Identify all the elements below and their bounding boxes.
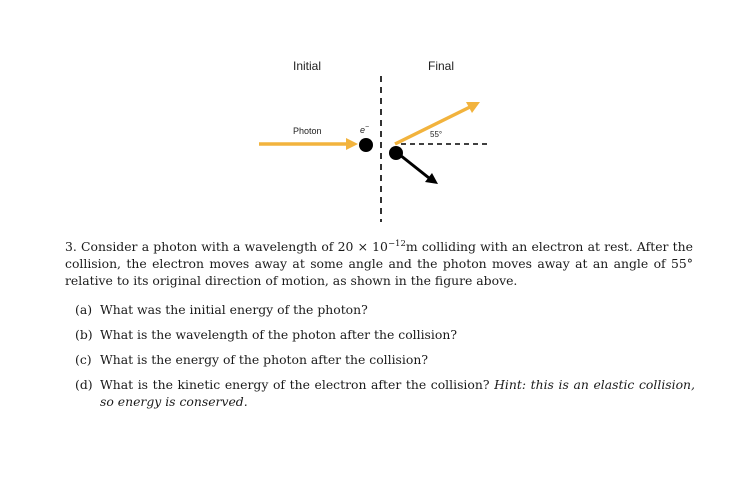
- electron-label: [360, 124, 369, 135]
- part-label: (b): [75, 327, 93, 342]
- hint-text: Hint: this is an elastic collision, so energy is conserved.: [100, 377, 695, 409]
- collision-figure: [0, 0, 732, 240]
- photon-label: Photon: [293, 126, 322, 136]
- initial-label: Initial: [293, 59, 322, 73]
- angle-label: 55°: [430, 130, 443, 139]
- part-text-with-hint: [100, 376, 695, 410]
- electron-initial: [359, 138, 373, 152]
- electron-final: [389, 146, 403, 160]
- electron-charge: −: [365, 124, 370, 131]
- part-label: (a): [75, 302, 93, 317]
- part-text: What is the energy of the photon after the collision?: [100, 352, 428, 367]
- part-label: (d): [75, 377, 93, 392]
- problem-exponent: −12: [387, 238, 406, 249]
- collision-diagram: [0, 0, 732, 240]
- part-label: (c): [75, 352, 92, 367]
- question-part-b: [75, 326, 695, 343]
- question-parts: [75, 301, 695, 418]
- question-part-d: [75, 376, 695, 410]
- problem-text-after: m colliding with an electron at rest. After the collision, the electron moves away at some angle and the photon moves away at an angle of 55° relative to its original direction of motion, as shown in the figure above.: [65, 239, 693, 288]
- question-part-a: [75, 301, 695, 318]
- problem-statement: [65, 238, 693, 289]
- question-part-c: [75, 351, 695, 368]
- part-text: What is the wavelength of the photon after the collision?: [100, 327, 457, 342]
- electron-recoil-arrow: [400, 155, 429, 178]
- problem-number: 3.: [65, 239, 77, 254]
- problem-text-before: Consider a photon with a wavelength of 20 × 10: [81, 239, 388, 254]
- incoming-photon-arrowhead: [346, 138, 358, 150]
- final-label: Final: [428, 59, 455, 73]
- part-text: What was the initial energy of the photon?: [100, 302, 368, 317]
- electron-symbol: e: [360, 125, 366, 135]
- part-text: What is the kinetic energy of the electron after the collision?: [100, 377, 490, 392]
